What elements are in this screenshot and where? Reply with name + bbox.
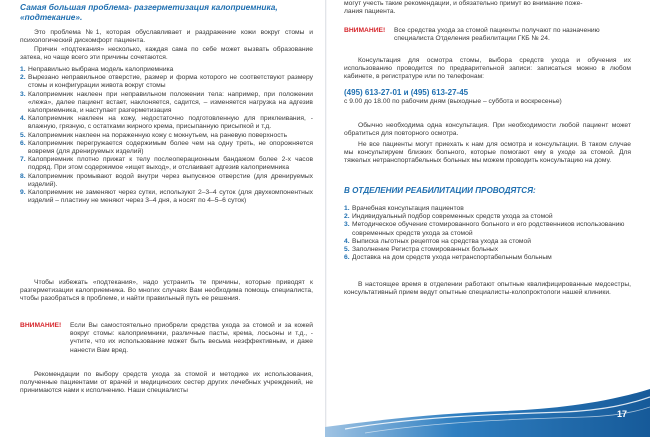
service-text: Доставка на дом средств ухода нетранспортабельным больным <box>352 254 552 262</box>
cause-text: Калоприемник наклеен на кожу, недостаточно подготовленную для приклеивания, - влажную, грязную, с остатками жирного крема, присыпанную присыпкой и т.д. <box>28 115 313 131</box>
service-item <box>344 205 631 213</box>
right-warning-label: ВНИМАНИЕ! <box>344 27 386 34</box>
cause-number: 1. <box>20 66 26 73</box>
cause-item <box>20 132 313 140</box>
cause-number: 9. <box>20 189 26 197</box>
cause-text: Вырезано неправильное отверстие, размер и форма которого не соответствуют размеру стомы и конфигурации живота вокруг стомы <box>28 74 313 90</box>
service-number: 4. <box>344 237 350 245</box>
cause-number: 8. <box>20 172 26 180</box>
right-warning-text: Все средства ухода за стомой пациенты получают по назначению специалиста Отделения реабилитации ГКБ № 24. <box>394 27 600 43</box>
warning-block <box>20 322 313 355</box>
service-text: Врачебная консультация пациентов <box>352 205 464 212</box>
intro-paragraph-2: Причин «подтекания» несколько, каждая сама по себе может вызвать образование затека, но чаще всего эти причины сочетаются. <box>20 46 313 62</box>
service-number: 2. <box>344 213 350 221</box>
page-title <box>20 3 313 22</box>
cause-number: 2. <box>20 74 26 82</box>
cause-number: 3. <box>20 90 26 98</box>
service-text: Заполнение Регистра стомированных больных <box>352 246 499 254</box>
causes-list <box>20 66 313 205</box>
continued-line-1: могут учесть такие рекомендации, и обязательно примут во внимание поже- <box>344 0 583 7</box>
service-text: Выписка льготных рецептов на средства ухода за стомой <box>352 237 531 245</box>
closing-paragraph: В настоящее время в отделении работают опытные квалифицированные медсестры, консультативный прием ведут опытные специалисты-колопроктологи нашей клиники. <box>344 281 631 297</box>
continued-line-2: лания пациента. <box>344 8 396 16</box>
service-number: 1. <box>344 205 350 212</box>
page-number: 17 <box>616 409 627 419</box>
consult-paragraph: Консультация для осмотра стомы, выбора средств ухода и обучения их использованию проводится по предварительной записи: записаться можно в любом кабинете, в регистратуре или по телефонам: <box>344 57 631 81</box>
home-visit-paragraph: Не все пациенты могут приехать к нам для осмотра и консультации. В таком случае мы консультируем близких больного, которые помогают ему в уходе за стомой. Для тяжелых нетранспортабельных больных мы можем проводить консультацию на дому. <box>344 141 631 165</box>
cause-text: Калоприемник плотно прижат к телу послеоперационным бандажом более 2-х часов подряд. При этом содержимое «ищет выход», и отслаивает адгезив калоприемника <box>28 156 313 172</box>
wave-decoration <box>325 367 650 437</box>
continued-text <box>344 0 631 16</box>
service-number: 3. <box>344 221 350 229</box>
cause-item <box>20 91 313 116</box>
section-title: В ОТДЕЛЕНИИ РЕАБИЛИТАЦИИ ПРОВОДЯТСЯ: <box>344 186 536 195</box>
phone-numbers: (495) 613-27-01 и (495) 613-27-45 <box>344 88 469 97</box>
cause-number: 5. <box>20 131 26 139</box>
service-item <box>344 254 631 262</box>
cause-item <box>20 115 313 131</box>
cause-text: Калоприемник наклеен при неправильном положении тела: например, при положении «лежа», далее пациент встает, наклоняется, садится, – изменяется нагрузка на адгезив калоприемника, и наступает разгерметизация <box>28 90 313 115</box>
service-item <box>344 221 631 237</box>
one-consultation-paragraph: Обычно необходима одна консультация. При необходимости любой пациент может обратиться для повторного осмотра. <box>344 122 631 138</box>
service-text: Индивидуальный подбор современных средств ухода за стомой <box>352 213 553 221</box>
cause-number: 6. <box>20 139 26 147</box>
service-text: Методическое обучение стомированного больного и его родственников использованию современных средств ухода за стомой <box>352 221 625 237</box>
cause-item <box>20 66 313 74</box>
service-number: 6. <box>344 254 350 262</box>
service-item <box>344 246 631 254</box>
right-warning-block <box>344 27 631 43</box>
cause-text: Калоприемник наклеен на пораженную кожу с мокнутьем, на раневую поверхность <box>28 131 288 139</box>
recommendations-paragraph: Рекомендации по выбору средств ухода за стомой и методике их использования, полученные пациентами от врачей и медицинских сестер других лечебных учреждений, не принимаются нами к исполнению. Наши специалисты <box>20 371 313 395</box>
service-item <box>344 238 631 246</box>
services-list <box>344 205 631 262</box>
cause-text: Калоприемник промывают водой внутри через выпускное отверстие (для дренируемых изделий). <box>28 172 313 188</box>
cause-number: 7. <box>20 156 26 164</box>
cause-item <box>20 173 313 189</box>
warning-label: ВНИМАНИЕ! <box>20 322 62 329</box>
cause-text: Калоприемник перегружается содержимым более чем на одну треть, не опорожняется вовремя (для дренируемых изделий) <box>28 139 313 156</box>
cause-number: 4. <box>20 115 26 123</box>
outro-paragraph: Чтобы избежать «подтекания», надо устранить те причины, которые приводят к разгерметизации калоприемника. Во многих случаях Вам необходима помощь специалиста, чтобы разобраться в проблеме, и найти правильный путь ее решения. <box>20 279 313 303</box>
cause-item <box>20 189 313 205</box>
cause-text: Неправильно выбрана модель калоприемника <box>28 66 174 73</box>
working-hours: с 9.00 до 18.00 по рабочим дням (выходные – суббота и воскресенье) <box>344 98 562 105</box>
cause-item <box>20 140 313 156</box>
title-line-1: Самая большая проблема- разгерметизация калоприемника, <box>20 2 278 12</box>
service-number: 5. <box>344 246 350 254</box>
cause-item <box>20 74 313 90</box>
cause-text: Калоприемник не заменяют через сутки, используют 2–3–4 суток (для двухкомпонентных изделий – пластину не меняют через 3–4 дня, а носят по 4–5–6 суток) <box>28 189 313 205</box>
warning-text: Если Вы самостоятельно приобрели средства ухода за стомой и за кожей вокруг стомы: калоприемники, различные пасты, крема, лосьоны и т.д., - учтите, что их использование может быть весьма неэффективным, и даже нанести Вам вред. <box>70 322 313 354</box>
title-line-2: «подтекание». <box>20 11 83 22</box>
intro-paragraph-1: Это проблема №1, которая обуславливает и раздражение кожи вокруг стомы и психологический дискомфорт пациента. <box>20 29 313 45</box>
cause-item <box>20 156 313 172</box>
